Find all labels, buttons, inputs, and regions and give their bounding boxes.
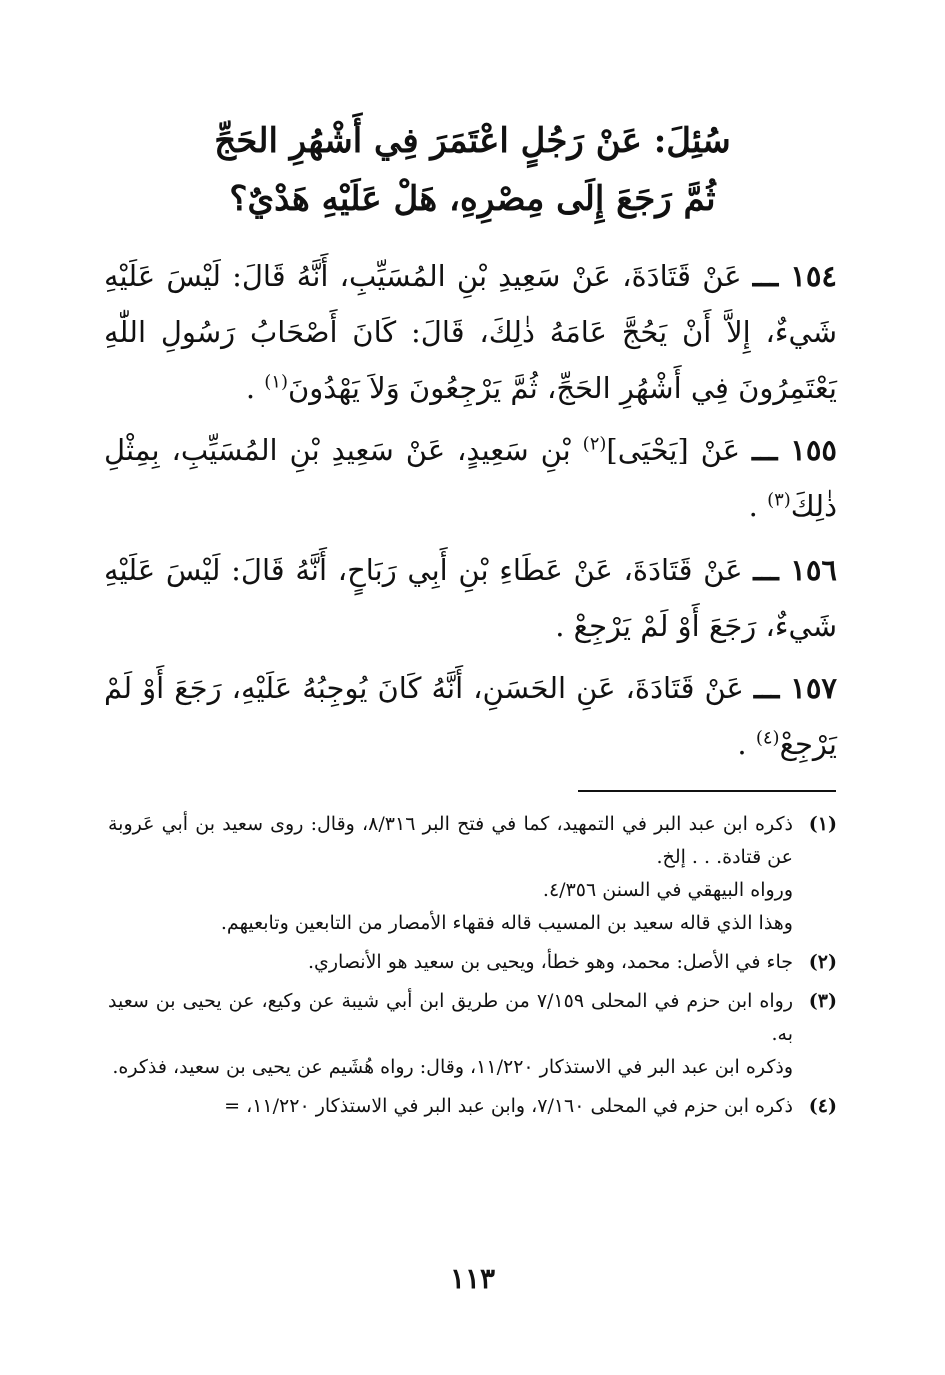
heading-line-2: ثُمَّ رَجَعَ إِلَى مِصْرِهِ، هَلْ عَلَيْهِ هَدْيٌ؟ [229, 179, 716, 219]
footnote-body [108, 985, 793, 1084]
narration-end: . [555, 609, 574, 643]
footnote-number: (٣) [808, 990, 837, 1012]
narration-number: ١٥٧ ـــ [753, 671, 837, 705]
footnote-3 [108, 985, 837, 1084]
footnote-line: ذكره ابن حزم في المحلى ٧/١٦٠، وابن عبد البر في الاستذكار ١١/٢٢٠، = [224, 1095, 793, 1117]
footnote-divider [578, 790, 836, 792]
narration-end: . [245, 371, 265, 405]
narration-number: ١٥٤ ـــ [752, 259, 837, 293]
footnote-2 [108, 946, 837, 979]
section-heading [120, 112, 825, 228]
footnote-number: (١) [808, 813, 837, 835]
narration-text: عَنْ قَتَادَةَ، عَنِ الحَسَنِ، أَنَّهُ كَانَ يُوجِبُهُ عَلَيْهِ، رَجَعَ أَوْ لَمْ يَرْجِعْ [104, 671, 837, 761]
narration-155 [104, 422, 837, 534]
footnote-body [108, 808, 793, 940]
footnote-ref: (١) [264, 371, 288, 393]
footnote-ref: (٣) [767, 489, 791, 511]
footnote-4 [108, 1090, 837, 1123]
narration-157 [104, 660, 837, 772]
narration-154 [104, 248, 837, 416]
footnote-body [108, 946, 793, 979]
narration-156 [104, 542, 837, 654]
narration-end: . [737, 727, 756, 761]
footnote-ref: (٤) [755, 727, 780, 749]
narration-text: عَنْ قَتَادَةَ، عَنْ سَعِيدِ بْنِ المُسَيِّبِ، أَنَّهُ قَالَ: لَيْسَ عَلَيْهِ شَيءٌ، إِلاَّ أَنْ يَحُجَّ عَامَهُ ذٰلِكَ، قَالَ: كَانَ أَصْحَابُ رَسُولِ اللّٰهِ يَعْتَمِرُونَ فِي أَشْهُرِ الحَجِّ، ثُمَّ يَرْجِعُونَ وَلاَ يَهْدُونَ [104, 259, 837, 405]
footnote-line: رواه ابن حزم في المحلى ٧/١٥٩ من طريق ابن أبي شيبة عن وكيع، عن يحيى بن سعيد به. [108, 990, 793, 1045]
footnote-line: وهذا الذي قاله سعيد بن المسيب قاله فقهاء الأمصار من التابعين وتابعيهم. [220, 912, 793, 934]
narration-end: . [748, 489, 768, 523]
footnote-line: ذكره ابن عبد البر في التمهيد، كما في فتح البر ٨/٣١٦، وقال: روى سعيد بن أبي عَروبة عن قتادة. . . إلخ. [108, 813, 794, 868]
footnote-line: جاء في الأصل: محمد، وهو خطأ، ويحيى بن سعيد هو الأنصاري. [307, 951, 793, 973]
footnotes [108, 808, 837, 1129]
footnote-number: (٢) [808, 951, 837, 973]
narration-text: عَنْ [يَحْيَى] [606, 433, 741, 467]
heading-line-1: سُئِلَ: عَنْ رَجُلٍ اعْتَمَرَ فِي أَشْهُرِ الحَجِّ [214, 121, 731, 161]
footnote-1 [108, 808, 837, 940]
footnote-line: ورواه البيهقي في السنن ٤/٣٥٦. [542, 879, 793, 901]
narration-text: عَنْ قَتَادَةَ، عَنْ عَطَاءِ بْنِ أَبِي رَبَاحٍ، أَنَّهُ قَالَ: لَيْسَ عَلَيْهِ شَيءٌ، رَجَعَ أَوْ لَمْ يَرْجِعْ [104, 553, 837, 643]
footnote-line: وذكره ابن عبد البر في الاستذكار ١١/٢٢٠، وقال: رواه هُشَيم عن يحيى بن سعيد، فذكره. [112, 1056, 793, 1078]
footnote-body [108, 1090, 793, 1123]
footnote-number: (٤) [808, 1095, 837, 1117]
footnote-ref: (٢) [582, 433, 607, 455]
narration-text-continued: بْنِ سَعِيدٍ، عَنْ سَعِيدِ بْنِ المُسَيِّبِ، بِمِثْلِ ذٰلِكَ [104, 433, 837, 523]
page-number: ١١٣ [449, 1262, 496, 1295]
narration-number: ١٥٥ ـــ [751, 433, 837, 467]
narration-number: ١٥٦ ـــ [753, 553, 837, 587]
